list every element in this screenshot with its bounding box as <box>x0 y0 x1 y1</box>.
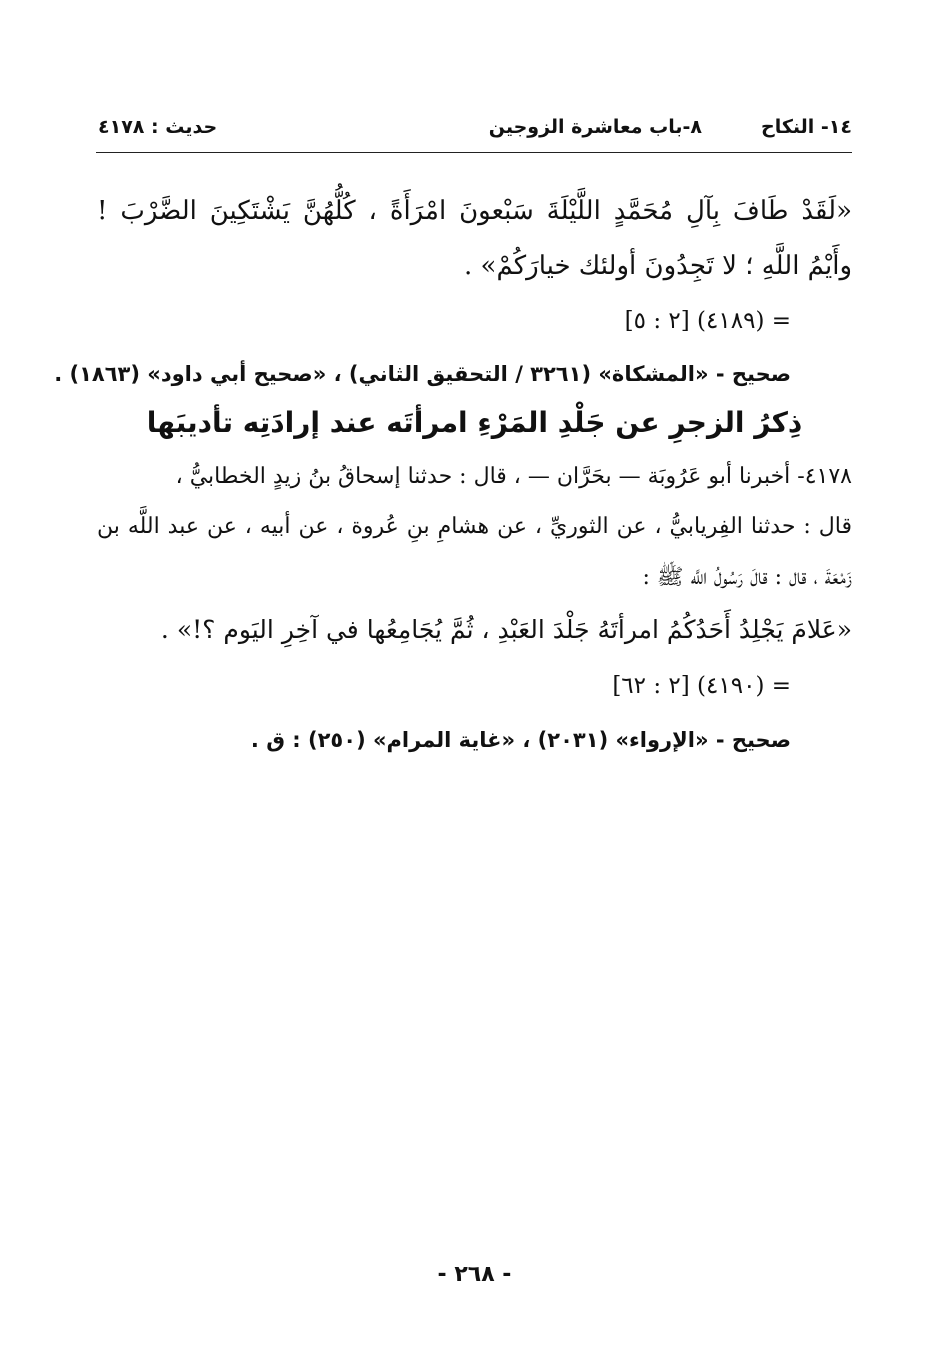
prev-hadith-text-line-1: «لَقَدْ طَافَ بِآلِ مُحَمَّدٍ اللَّيْلَةَ سَبْعونَ امْرَأَةً ، كُلُّهُنَّ يَشْتَكِينَ الضَّرْبَ ! <box>97 196 852 226</box>
chapter-heading: ذِكرُ الزجرِ عن جَلْدِ المَرْءِ امرأتَه عند إرادَتِه تأديبَها <box>146 406 803 439</box>
hadith-reference: = (٤١٩٠) [٢ : ٦٢] <box>612 673 791 699</box>
isnad-line-2: قال : حدثنا الفِريابيُّ ، عن الثوريِّ ، عن هشامِ بنِ عُروة ، عن أبيه ، عن عبد اللَّه بن <box>97 514 852 539</box>
section-title: ٨-باب معاشرة الزوجين <box>488 116 702 138</box>
page-number: - ٢٦٨ - <box>437 1262 512 1287</box>
hadith-matn: «عَلامَ يَجْلِدُ أَحَدُكُمُ امرأتَهُ جَلْدَ العَبْدِ ، ثُمَّ يُجَامِعُها في آخِرِ اليَوم ؟!» . <box>160 615 852 644</box>
isnad-line-1: ٤١٧٨- أخبرنا أبو عَرُوبَة — بحَرَّان — ، قال : حدثنا إسحاقُ بنُ زيدٍ الخطابيُّ ، <box>175 464 852 489</box>
chapter-title: ١٤- النكاح <box>761 116 852 138</box>
hadith-grade: صحيح - «الإرواء» (٢٠٣١) ، «غاية المرام» (٢٥٠) : ق . <box>250 728 791 752</box>
prev-hadith-reference: = (٤١٨٩) [٢ : ٥] <box>624 308 791 334</box>
hadith-number: حديث : ٤١٧٨ <box>98 116 218 138</box>
running-header <box>96 112 852 153</box>
prev-hadith-text-line-2: وأَيْمُ اللَّهِ ؛ لا تَجِدُونَ أولئك خيارَكُمْ» . <box>464 251 852 281</box>
isnad-line-3: زَمْعَةَ ، قال : قالَ رَسُولُ اللَّه ﷺ : <box>642 565 852 590</box>
prev-hadith-grade: صحيح - «المشكاة» (٣٢٦١ / التحقيق الثاني) ، «صحيح أبي داود» (١٨٦٣) . <box>54 362 791 386</box>
